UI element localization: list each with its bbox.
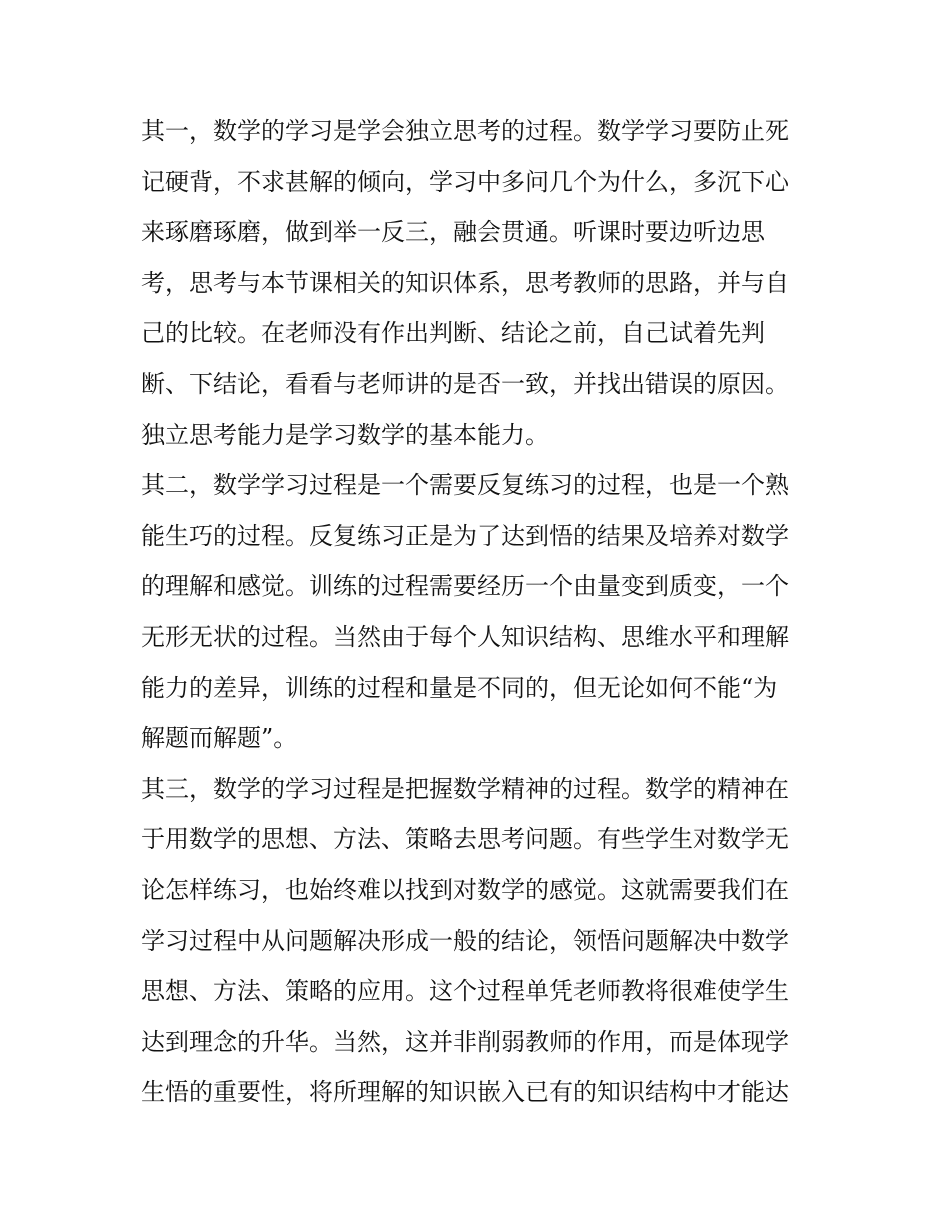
text-line: 能力的差异，训练的过程和量是不同的，但无论如何不能“为 bbox=[141, 673, 778, 702]
text-line: 考，思考与本节课相关的知识体系，思考教师的思路，并与自 bbox=[141, 268, 789, 297]
text-line: 思想、方法、策略的应用。这个过程单凭老师教将很难使学生 bbox=[141, 977, 789, 1006]
text-line: 的理解和感觉。训练的过程需要经历一个由量变到质变，一个 bbox=[141, 572, 789, 601]
body-text bbox=[141, 106, 821, 1118]
text-line: 达到理念的升华。当然，这并非削弱教师的作用，而是体现学 bbox=[141, 1027, 789, 1056]
text-line: 其一，数学的学习是学会独立思考的过程。数学学习要防止死 bbox=[141, 117, 789, 145]
text-line: 学习过程中从问题解决形成一般的结论，领悟问题解决中数学 bbox=[141, 926, 789, 955]
text-line: 断、下结论，看看与老师讲的是否一致，并找出错误的原因。 bbox=[141, 369, 789, 398]
text-line: 己的比较。在老师没有作出判断、结论之前，自己试着先判 bbox=[141, 319, 765, 348]
text-line: 于用数学的思想、方法、策略去思考问题。有些学生对数学无 bbox=[141, 825, 789, 854]
text-line: 生悟的重要性，将所理解的知识嵌入已有的知识结构中才能达 bbox=[141, 1078, 789, 1107]
text-line: 独立思考能力是学习数学的基本能力。 bbox=[141, 420, 549, 449]
text-line: 论怎样练习，也始终难以找到对数学的感觉。这就需要我们在 bbox=[141, 875, 789, 904]
text-line: 记硬背，不求甚解的倾向，学习中多问几个为什么，多沉下心 bbox=[141, 167, 789, 196]
text-line: 来琢磨琢磨，做到举一反三，融会贯通。听课时要边听边思 bbox=[141, 218, 765, 247]
text-line: 其二，数学学习过程是一个需要反复练习的过程，也是一个熟 bbox=[141, 471, 789, 500]
text-line: 其三，数学的学习过程是把握数学精神的过程。数学的精神在 bbox=[141, 774, 789, 803]
text-line: 解题而解题”。 bbox=[141, 724, 298, 753]
text-line: 无形无状的过程。当然由于每个人知识结构、思维水平和理解 bbox=[141, 622, 789, 651]
text-line: 能生巧的过程。反复练习正是为了达到悟的结果及培养对数学 bbox=[141, 521, 789, 550]
